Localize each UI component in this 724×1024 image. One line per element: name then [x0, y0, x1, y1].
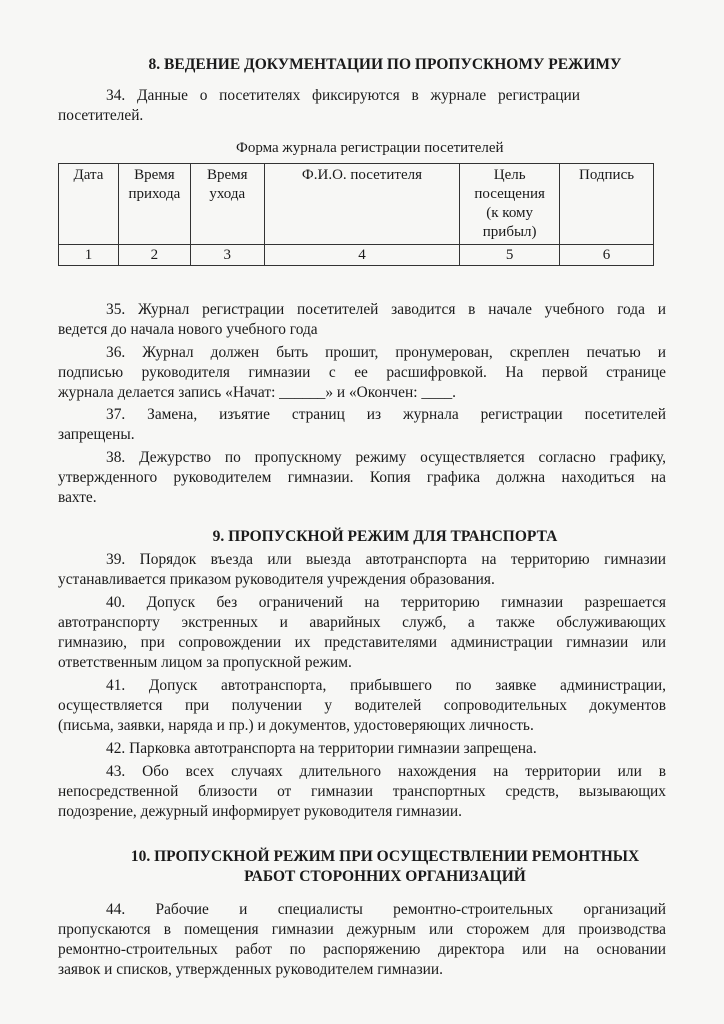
header-visitor-name: Ф.И.О. посетителя	[264, 164, 460, 245]
column-number: 6	[560, 245, 654, 266]
paragraph-34-line-2: посетителей.	[58, 107, 144, 124]
header-date: Дата	[59, 164, 119, 245]
paragraph-36-line-2: подписью руководителя гимназии с ее расшифровкой. На первой странице	[58, 364, 666, 381]
paragraph-39-line-2: устанавливается приказом руководителя учреждения образования.	[58, 571, 495, 588]
section-8-title: 8. ВЕДЕНИЕ ДОКУМЕНТАЦИИ ПО ПРОПУСКНОМУ РЕЖИМУ	[148, 56, 622, 73]
visitor-log-table	[58, 163, 654, 266]
paragraph-41-line-3: (письма, заявки, наряда и пр.) и документов, удостоверяющих личность.	[58, 717, 534, 734]
header-departure-time: Время ухода	[190, 164, 264, 245]
paragraph-44-line-1: 44. Рабочие и специалисты ремонтно-строительных организаций	[106, 901, 666, 918]
paragraph-38-line-1: 38. Дежурство по пропускному режиму осуществляется согласно графику,	[106, 449, 666, 466]
paragraph-37-line-2: запрещены.	[58, 426, 135, 443]
paragraph-41-line-1: 41. Допуск автотранспорта, прибывшего по заявке администрации,	[106, 677, 666, 694]
table-number-row	[59, 245, 654, 266]
paragraph-38-line-3: вахте.	[58, 489, 97, 506]
paragraph-40-line-2: автотранспорту экстренных и аварийных служб, а также обслуживающих	[58, 614, 666, 631]
paragraph-44-line-4: заявок и списков, утвержденных руководителем гимназии.	[58, 961, 443, 978]
paragraph-35-line-1: 35. Журнал регистрации посетителей заводится в начале учебного года и	[106, 301, 666, 318]
paragraph-44-line-3: ремонтно-строительных работ по распоряжению директора или на основании	[58, 941, 666, 958]
form-caption: Форма журнала регистрации посетителей	[236, 140, 504, 156]
section-10-title-line-1: 10. ПРОПУСКНОЙ РЕЖИМ ПРИ ОСУЩЕСТВЛЕНИИ РЕМОНТНЫХ	[130, 848, 640, 865]
paragraph-44-line-2: пропускаются в помещения гимназии дежурным или сторожем для производства	[58, 921, 666, 938]
paragraph-34-line-1: 34. Данные о посетителях фиксируются в журнале регистрации	[106, 87, 580, 104]
column-number: 3	[190, 245, 264, 266]
paragraph-36-line-3: журнала делается запись «Начат: ______» и «Окончен: ____.	[58, 384, 456, 401]
header-visit-purpose: Цель посещения (к кому прибыл)	[460, 164, 560, 245]
paragraph-39-line-1: 39. Порядок въезда или выезда автотранспорта на территорию гимназии	[106, 551, 666, 568]
paragraph-42: 42. Парковка автотранспорта на территории гимназии запрещена.	[106, 740, 537, 757]
paragraph-43-line-2: непосредственной близости от гимназии транспортных средств, вызывающих	[58, 783, 666, 800]
section-9-title: 9. ПРОПУСКНОЙ РЕЖИМ ДЛЯ ТРАНСПОРТА	[212, 528, 558, 545]
table-header-row	[59, 164, 654, 245]
paragraph-40-line-4: ответственным лицом за пропускной режим.	[58, 654, 352, 671]
paragraph-43-line-3: подозрение, дежурный информирует руководителя гимназии.	[58, 803, 462, 820]
paragraph-35-line-2: ведется до начала нового учебного года	[58, 321, 318, 338]
paragraph-38-line-2: утвержденного руководителем гимназии. Копия графика должна находиться на	[58, 469, 666, 486]
column-number: 5	[460, 245, 560, 266]
section-10-title-line-2: РАБОТ СТОРОННИХ ОРГАНИЗАЦИЙ	[244, 868, 526, 885]
paragraph-37-line-1: 37. Замена, изъятие страниц из журнала регистрации посетителей	[106, 406, 666, 423]
header-arrival-time: Время прихода	[118, 164, 190, 245]
paragraph-43-line-1: 43. Обо всех случаях длительного нахождения на территории или в	[106, 763, 666, 780]
paragraph-40-line-1: 40. Допуск без ограничений на территорию гимназии разрешается	[106, 594, 666, 611]
column-number: 1	[59, 245, 119, 266]
column-number: 2	[118, 245, 190, 266]
header-signature: Подпись	[560, 164, 654, 245]
paragraph-41-line-2: осуществляется при получении у водителей сопроводительных документов	[58, 697, 666, 714]
paragraph-40-line-3: гимназию, при сопровождении их представителями администрации гимназии или	[58, 634, 666, 651]
paragraph-36-line-1: 36. Журнал должен быть прошит, пронумерован, скреплен печатью и	[106, 344, 666, 361]
column-number: 4	[264, 245, 460, 266]
